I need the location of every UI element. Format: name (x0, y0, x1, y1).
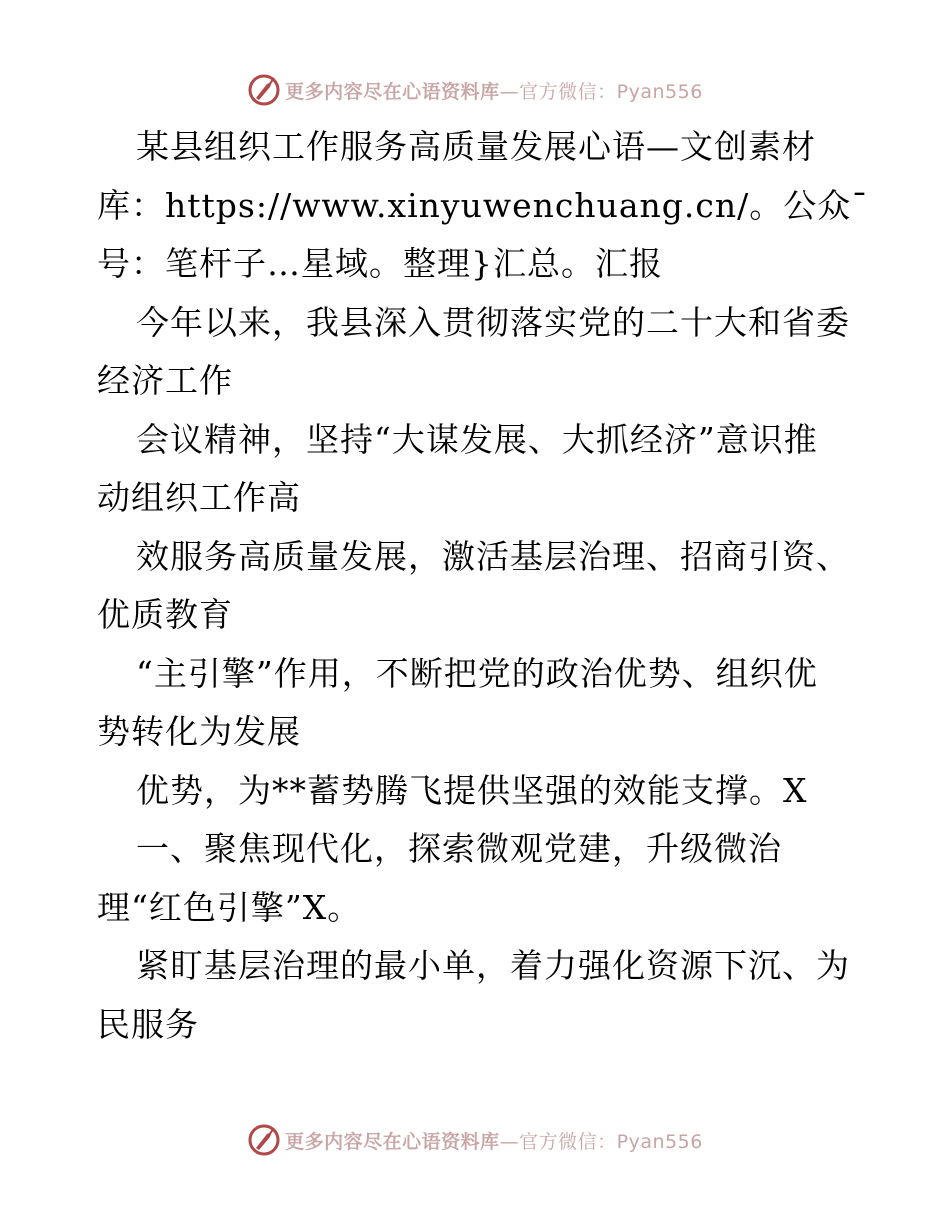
text-line: 库：https://www.xinyuwenchuang.cn/。公众¯ (97, 185, 869, 225)
header-banner-inner (247, 73, 703, 107)
text-line: 会议精神，坚持“大谋发展、大抓经济”意识推 (136, 419, 818, 459)
text-line: 动组织工作高 (97, 478, 301, 517)
text-line: 优势，为**蓄势腾飞提供坚强的效能支撑。X (136, 770, 808, 810)
quill-pen-logo-icon (247, 1123, 281, 1157)
footer-banner-text (285, 1127, 703, 1154)
text-line: “主引擎”作用，不断把党的政治优势、组织优 (136, 653, 818, 693)
footer-banner-contact: 官方微信：Pyan556 (519, 1130, 703, 1153)
header-banner-text (285, 77, 703, 104)
footer-banner-inner (247, 1123, 703, 1157)
footer-banner-brand: 更多内容尽在心语资料库 (285, 1130, 500, 1153)
text-line: 某县组织工作服务高质量发展心语—文创素材 (136, 127, 816, 166)
header-banner-brand: 更多内容尽在心语资料库 (285, 80, 500, 103)
text-line: 经济工作 (97, 361, 233, 400)
text-line: 优质教育 (97, 595, 233, 634)
text-line: 今年以来，我县深入贯彻落实党的二十大和省委 (136, 302, 850, 342)
footer-banner (0, 1120, 950, 1160)
text-line: 民服务 (97, 1004, 199, 1044)
document-body (97, 118, 869, 1054)
quill-pen-logo-icon (247, 73, 281, 107)
header-banner-contact: 官方微信：Pyan556 (519, 80, 703, 103)
text-line: 势转化为发展 (97, 712, 301, 751)
footer-banner-separator: — (499, 1130, 520, 1153)
header-banner-separator: — (499, 80, 520, 103)
text-line: 理“红色引擎”X。 (97, 887, 362, 927)
text-line: 紧盯基层治理的最小单，着力强化资源下沉、为 (136, 946, 850, 985)
header-banner (0, 70, 950, 110)
text-line: 号：笔杆子…星域。整理}汇总。汇报 (97, 244, 663, 283)
text-line: 一、聚焦现代化，探索微观党建，升级微治 (136, 829, 782, 868)
text-line: 效服务高质量发展，激活基层治理、招商引资、 (136, 536, 850, 576)
